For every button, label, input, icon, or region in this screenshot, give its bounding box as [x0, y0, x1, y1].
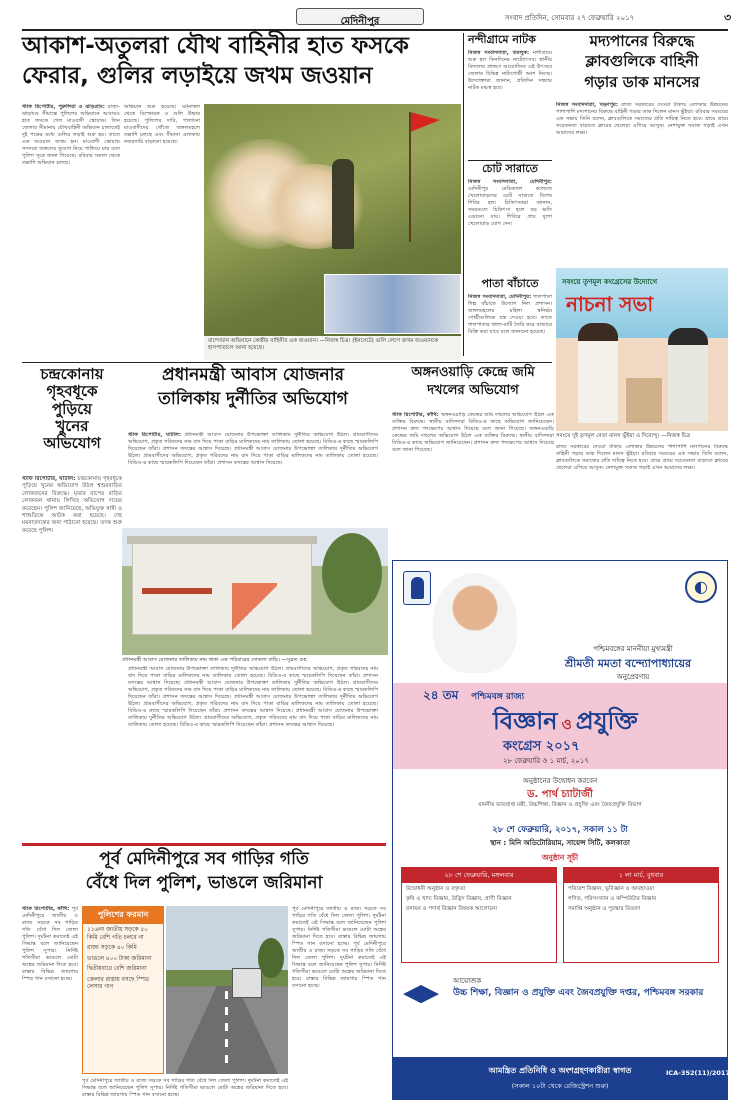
awas-headline	[128, 366, 378, 409]
ad-edition: ২৪ তম	[423, 688, 459, 702]
anganwadi-text	[392, 412, 554, 554]
awas-headline-2: তালিকায় দুর্নীতির অভিযোগ	[158, 388, 348, 409]
ad-footer	[393, 1057, 727, 1099]
anganwadi-headline-2: দখলের অভিযোগ	[427, 382, 519, 398]
police-box-item-1: ১১৬নং জাতীয় সড়কে ৫০ কিমি বেশি গতি চলবে না	[87, 927, 148, 941]
anganwadi-headline	[392, 366, 554, 399]
house-balcony	[142, 588, 212, 594]
police-dateline: স্টাফ রিপোর্টার, কাঁথি:	[22, 906, 70, 912]
chandrakona-headline-1: চন্দ্রকোনায়	[40, 365, 104, 383]
ad-venue-label: স্থান :	[490, 839, 507, 847]
police-body-3: পূর্ব মেদিনীপুরে জাতীয় ও রাজ্য সড়কে সব গাড়ির গতি বেঁধে দিল জেলা পুলিশ। দুর্ঘটনা কমাতেই এই সিদ্ধান্ত বলে জানিয়েছেন পুলিশ সুপার। নির্দিষ্ট গতিসীমা ভাঙলে মোটা অঙ্কের জরিমানা দিতে হবে। রাস্তার বিভিন্ন জায়গায় স্পিড গান বসানো হচ্ছে।	[292, 941, 386, 989]
ad-day1-item-3: রসায়ন ও পদার্থ বিজ্ঞান বিষয়ক আলোচনা	[406, 906, 498, 912]
lead-headline	[22, 33, 460, 90]
lead-body-2: অভিযান শুরু হয়েছে। ঘটনাস্থল থেকে বিস্ফোরক ও গুলি উদ্ধার হয়েছে। পুলিশের দাবি, পালানো মাওবাদীদের খোঁজে জঙ্গলমহলে তল্লাশি চলছে এবং সীমানা এলাকায় নজরদারি বাড়ানো হয়েছে।	[124, 104, 200, 145]
nandigram-headline: নন্দীগ্রামে নাটক	[468, 33, 536, 46]
awas-photo	[122, 528, 388, 655]
section-name: মেদিনীপুর	[340, 16, 380, 27]
awas-body-repeat: প্রধানমন্ত্রী আবাস যোজনার উপভোক্তা তালিকায় দুর্নীতির অভিযোগ উঠল। গ্রামবাসীদের অভিযোগ, প্রকৃত গরিবদের নাম বাদ দিয়ে পাকা বাড়ির মালিকদের নাম তালিকায় তোলা হয়েছে। বিডিও-র কাছে স্মারকলিপি দিয়েছেন তাঁরা। প্রশাসন তদন্তের আশ্বাস দিয়েছে।	[128, 446, 378, 466]
alcohol-text	[556, 102, 728, 262]
logo-glyph-icon: ◐	[694, 577, 708, 596]
chhot-dateline: নিজস্ব সংবাদদাতা, মেদিনীপুর:	[468, 178, 552, 185]
podium	[626, 378, 662, 423]
awas-text-2	[128, 666, 378, 838]
police-box-item-2: রাজ্য সড়কে ৪০ কিমি	[87, 945, 137, 951]
alcohol-photo-caption: সবংয়ে দুই তৃণমূল নেতা মানস ভুঁইয়া ও দিব্যেন্দু। —নিজস্ব চিত্র	[556, 433, 691, 439]
nandigram-body: নন্দীগ্রামে শুরু হল তিনদিনের নাট্যোৎসব। স্থানীয় বিদ্যালয় প্রাঙ্গণে আয়োজিত এই উৎসবে জেলার বিভিন্ন নাট্যগোষ্ঠী অংশ নিচ্ছে। উদ্যোক্তারা জানান, প্রতিদিন সন্ধ্যায় নাটক মঞ্চস্থ হবে।	[468, 49, 552, 91]
banner-big-text: নাচনা সভা	[566, 292, 654, 316]
chhot-headline: চোট সারাতে	[482, 162, 538, 175]
police-order-box	[82, 906, 164, 1074]
soldier-figure	[332, 159, 354, 249]
chhot-story	[468, 163, 552, 289]
section-tab	[296, 8, 424, 25]
anganwadi-body-2: অঙ্গনওয়াড়ি কেন্দ্রের জমি দখলের অভিযোগ উঠল এক ব্যক্তির বিরুদ্ধে। স্থানীয় বাসিন্দারা বিডিও-র কাছে অভিযোগ জানিয়েছেন। প্রশাসন দ্রুত পদক্ষেপের আশ্বাস দিয়েছে বলে জানা গিয়েছে।	[392, 426, 554, 453]
nandigram-rule	[468, 160, 552, 161]
house-roof	[127, 536, 317, 544]
chandrakona-text	[22, 476, 122, 836]
nandigram-story	[468, 34, 552, 160]
ad-day1-item-2: কৃষি ও খাদ্য বিজ্ঞান, উদ্ভিদ বিজ্ঞান, প্রাণী বিজ্ঞান	[406, 896, 512, 902]
police-box-title: পুলিশের ফরমান	[83, 907, 163, 924]
chhot-text	[468, 179, 552, 289]
ad-day1	[401, 867, 557, 963]
chandrakona-headline	[22, 366, 122, 452]
ad-datetime: ২৮ শে ফেব্রুয়ারি, ২০১৭, সকাল ১১ টা	[492, 825, 628, 835]
police-box-item-3: ভাঙলে ৪০০ টাকা জরিমানা	[87, 955, 152, 962]
masthead-rule	[22, 29, 728, 31]
alcohol-photo	[556, 268, 728, 431]
ad-day1-item-1: উদ্বোধনী অনুষ্ঠান ও বক্তৃতা	[406, 886, 466, 892]
ad-logo	[685, 571, 717, 603]
lead-headline-line-1: আকাশ-অতুলরা যৌথ বাহিনীর হাত ফসকে	[22, 33, 409, 59]
second-figure	[668, 328, 708, 423]
police-headline-1: পূর্ব মেদিনীপুরে সব গাড়ির গতি	[99, 849, 309, 869]
ad-title-2: প্রযুক্তি	[575, 707, 638, 735]
police-text-col-3	[82, 1078, 288, 1108]
ad-presenter: পশ্চিমবঙ্গের মাননীয়া মুখ্যমন্ত্রী	[593, 645, 673, 653]
chandrakona-headline-2: গৃহবধূকে	[46, 382, 98, 401]
pata-body: শালপাতা শিল্প বাঁচাতে উদ্যোগ নিল প্রশাসন। জঙ্গলমহলের মহিলা স্বনির্ভর গোষ্ঠীগুলিকে যন্ত্র দেওয়া হবে। তাতে শালপাতার থালা-বাটি তৈরি করে বাজারে বিক্রি করা যাবে বলে জানানো হয়েছে।	[468, 293, 552, 335]
ad-name: শ্রীমতী মমতা বন্দ্যোপাধ্যায়ের	[564, 657, 692, 670]
ad-organizer-label: আয়োজক	[453, 977, 482, 985]
lead-body-col-1	[22, 104, 120, 344]
page-number: ৩	[724, 11, 732, 24]
awas-headline-1: প্রধানমন্ত্রী আবাস যোজনার	[162, 365, 344, 385]
police-headline-2: বেঁধে দিল পুলিশ, ভাঙলে জরিমানা	[85, 872, 323, 893]
lead-photo-caption-bar	[204, 336, 461, 360]
speaker-figure	[578, 323, 618, 423]
lead-bottom-rule	[22, 362, 552, 363]
ad-title-panel	[393, 683, 727, 769]
police-top-rule	[22, 843, 386, 846]
chandrakona-body: চন্দ্রকোনায় গৃহবধূকে পুড়িয়ে খুনের অভিযোগ উঠল শ্বশুরবাড়ির লোকজনের বিরুদ্ধে। মৃতার বাপের বাড়ির লোকজন থানায় লিখিত অভিযোগ দায়ের করেছেন। পুলিশ জানিয়েছে, অভিযুক্ত স্বামী ও শাশুড়িকে আটক করা হয়েছে। দেহ ময়নাতদন্তের জন্য পাঠানো হয়েছে। তদন্ত শুরু করেছে পুলিশ।	[22, 476, 122, 534]
ad-program-label: অনুষ্ঠান সূচী	[541, 853, 579, 862]
science-congress-ad	[392, 560, 728, 1100]
chandrakona-headline-3: পুড়িয়ে	[51, 399, 93, 418]
awas-body-2: প্রধানমন্ত্রী আবাস যোজনার উপভোক্তা তালিকায় দুর্নীতির অভিযোগ উঠল। গ্রামবাসীদের অভিযোগ, প্রকৃত গরিবদের নাম বাদ দিয়ে পাকা বাড়ির মালিকদের নাম তালিকায় তোলা হয়েছে। বিডিও-র কাছে স্মারকলিপি দিয়েছেন তাঁরা। প্রশাসন তদন্তের আশ্বাস দিয়েছে।	[128, 666, 378, 686]
house-stairs	[232, 583, 277, 633]
awas-text	[128, 432, 378, 524]
ad-day1-head: ২৮ শে ফেব্রুয়ারি, মঙ্গলবার	[402, 868, 556, 883]
pata-story	[468, 278, 552, 364]
ad-day2-head: ১ লা মার্চ, বুধবার	[564, 868, 718, 883]
highway-photo	[166, 906, 288, 1074]
alcohol-headline-3: গড়ার ডাক মানসের	[584, 72, 700, 91]
flag-pole	[409, 112, 411, 242]
lead-headline-line-2: ফেরার, গুলির লড়াইয়ে জখম জওয়ান	[22, 63, 373, 90]
page-date: সংবাদ প্রতিদিন, সোমবার ২৭ ফেব্রুয়ারি ২০১৭	[505, 14, 635, 22]
chandrakona-dateline: স্টাফ রিপোর্টার, ঘাটাল:	[22, 476, 76, 482]
ad-footer-text: আমন্ত্রিত প্রতিনিধি ও অংশগ্রহণকারীরা স্বাগত	[488, 1066, 632, 1075]
banner-top-text: সবংয়ে তৃণমূল কংগ্রেসের উদ্যোগে	[562, 278, 658, 286]
ad-emblem	[403, 571, 431, 605]
awas-body-4: প্রধানমন্ত্রী আবাস যোজনার উপভোক্তা তালিকায় দুর্নীতির অভিযোগ উঠল। গ্রামবাসীদের অভিযোগ, প্রকৃত গরিবদের নাম বাদ দিয়ে পাকা বাড়ির মালিকদের নাম তালিকায় তোলা হয়েছে। বিডিও-র কাছে স্মারকলিপি দিয়েছেন তাঁরা। প্রশাসন তদন্তের আশ্বাস দিয়েছে।	[128, 694, 378, 714]
pata-dateline: নিজস্ব সংবাদদাতা, মেদিনীপুর:	[468, 293, 532, 300]
red-flag	[410, 112, 440, 132]
ad-venue: মিনি অডিটোরিয়াম, সায়েন্স সিটি, কলকাতা	[509, 839, 630, 847]
ad-congress: কংগ্রেস ২০১৭	[503, 739, 580, 754]
police-box-item-4: দ্বিতীয়বারে বেশি জরিমানা	[87, 966, 147, 972]
awas-body-3: প্রধানমন্ত্রী আবাস যোজনার উপভোক্তা তালিকায় দুর্নীতির অভিযোগ উঠল। গ্রামবাসীদের অভিযোগ, প্রকৃত গরিবদের নাম বাদ দিয়ে পাকা বাড়ির মালিকদের নাম তালিকায় তোলা হয়েছে। বিডিও-র কাছে স্মারকলিপি দিয়েছেন তাঁরা। প্রশাসন তদন্তের আশ্বাস দিয়েছে।	[128, 680, 378, 700]
ad-title-amp: ও	[561, 717, 572, 733]
alcohol-headline-box	[556, 33, 728, 91]
ad-inaugurator-label: অনুষ্ঠানের উদ্বোধন করবেন	[522, 777, 598, 785]
chandrakona-headline-5: অভিযোগ	[43, 434, 101, 452]
ad-inaugurator-role: মাননীয় ভারপ্রাপ্ত মন্ত্রী, উচ্চশিক্ষা, বিজ্ঞান ও প্রযুক্তি এবং জৈবপ্রযুক্তি বিভাগ	[478, 802, 642, 808]
roadside-tree	[258, 938, 284, 978]
ad-footer-sub: (সকাল ১০টা থেকে রেজিস্ট্রেশন শুরু)	[511, 1082, 609, 1090]
police-body-2: পূর্ব মেদিনীপুরে জাতীয় ও রাজ্য সড়কে সব গাড়ির গতি বেঁধে দিল জেলা পুলিশ। দুর্ঘটনা কমাতেই এই সিদ্ধান্ত বলে জানিয়েছেন পুলিশ সুপার। নির্দিষ্ট গতিসীমা ভাঙলে মোটা অঙ্কের জরিমানা দিতে হবে। রাস্তার বিভিন্ন জায়গায় স্পিড গান বসানো হচ্ছে।	[292, 906, 386, 947]
alcohol-headline-2: ক্লাবগুলিকে বাহিনী	[585, 52, 699, 71]
alcohol-text-2	[556, 444, 728, 554]
ad-day2	[563, 867, 719, 963]
road-marking	[225, 991, 228, 1071]
emblem-icon	[411, 577, 424, 599]
police-headline	[22, 850, 386, 893]
tree	[322, 533, 382, 613]
chandrakona-headline-4: খুনের	[55, 416, 89, 435]
lead-photo-caption: বান্দোয়ান অভিযানে কেন্দ্রীয় বাহিনীর এক জওয়ান। —নিজস্ব চিত্র। (ইনসেটে) গুলি লেগে জখম জওয়ানকে হাসপাতালে আনা হয়েছে।	[208, 338, 439, 351]
ad-dates: ২৮ ফেব্রুয়ারি ও ১ মার্চ, ২০১৭	[503, 757, 589, 765]
lead-dateline: স্টাফ রিপোর্টার, পুরুলিয়া ও ঝাড়গ্রাম:	[22, 104, 105, 110]
lead-inset-photo	[324, 274, 461, 334]
ad-venue-row	[453, 837, 667, 849]
anganwadi-dateline: স্টাফ রিপোর্টার, কাঁথি:	[392, 412, 439, 418]
alcohol-body: রাজ্য সরকারের দেওয়া টাকায় এলাকার উন্নয়নের পাশাপাশি মদ্যপানের বিরুদ্ধে বাহিনী গড়ার ডাক দিলেন মানস ভুঁইয়া। রবিবার সবংয়ের এক সভায় তিনি বলেন, ক্লাবগুলিকে সমাজের প্রতি দায়িত্ব নিতে হবে। গ্রামে গ্রামে সচেতনতা বাড়াতে ক্লাবের ছেলেরা এগিয়ে আসুক। নেশামুক্ত সমাজ গড়াই এখন আমাদের লক্ষ্য।	[556, 102, 728, 136]
police-text-col-1	[22, 906, 78, 1106]
cm-portrait	[433, 573, 517, 673]
chhot-body: মেদিনীপুর মেডিক্যাল কলেজে খেলোয়াড়দের চোট সারাতে বিশেষ শিবির হল। চিকিৎসকরা জানান, সময়মতো চিকিৎসা হলে বড় ক্ষতি এড়ানো যায়। শিবিরে প্রায় দুশো খেলোয়াড় যোগ দেন।	[468, 185, 552, 227]
police-body-4: পূর্ব মেদিনীপুরে জাতীয় ও রাজ্য সড়কে সব গাড়ির গতি বেঁধে দিল জেলা পুলিশ। দুর্ঘটনা কমাতেই এই সিদ্ধান্ত বলে জানিয়েছেন পুলিশ সুপার। নির্দিষ্ট গতিসীমা ভাঙলে মোটা অঙ্কের জরিমানা দিতে হবে। রাস্তার বিভিন্ন জায়গায় স্পিড গান বসানো হচ্ছে।	[82, 1078, 288, 1098]
ad-code: ICA-352(11)/2017	[666, 1069, 730, 1077]
lead-body: রাজ্য-ঝাড়খণ্ড সীমান্তে পুলিশের অভিযানে আবারও হাত ফসকে গেল মাওবাদী স্কোয়াড। তিন জেলার সীমানায় যৌথবাহিনী অভিযান চালাতেই দুই পক্ষের মধ্যে গুলির লড়াই শুরু হয়। তাতে এক জওয়ান জখম হন। মাওবাদী স্কোয়াড সদস্যরা জঙ্গলের সুযোগ নিয়ে পালিয়ে যায় বলে পুলিশ সূত্রে জানা গিয়েছে। রবিবার সকাল থেকে তল্লাশি অভিযান চলছে।	[22, 104, 120, 166]
truck	[232, 968, 262, 998]
police-body: পূর্ব মেদিনীপুরে জাতীয় ও রাজ্য সড়কে সব গাড়ির গতি বেঁধে দিল জেলা পুলিশ। দুর্ঘটনা কমাতেই এই সিদ্ধান্ত বলে জানিয়েছেন পুলিশ সুপার। নির্দিষ্ট গতিসীমা ভাঙলে মোটা অঙ্কের জরিমানা দিতে হবে। রাস্তার বিভিন্ন জায়গায় স্পিড গান বসানো হচ্ছে।	[22, 906, 78, 982]
police-text-col-2	[292, 906, 386, 1106]
pata-text	[468, 294, 552, 364]
graduation-cap-icon	[403, 985, 439, 1011]
lead-body-col-2	[124, 104, 200, 344]
pata-headline: পাতা বাঁচাতে	[481, 277, 539, 290]
anganwadi-headline-1: অঙ্গনওয়াড়ি কেন্দ্রে জমি	[411, 365, 535, 380]
ad-title-1: বিজ্ঞান	[493, 707, 558, 735]
awas-body: প্রধানমন্ত্রী আবাস যোজনার উপভোক্তা তালিকায় দুর্নীতির অভিযোগ উঠল। গ্রামবাসীদের অভিযোগ, প্রকৃত গরিবদের নাম বাদ দিয়ে পাকা বাড়ির মালিকদের নাম তালিকায় তোলা হয়েছে। বিডিও-র কাছে স্মারকলিপি দিয়েছেন তাঁরা। প্রশাসন তদন্তের আশ্বাস দিয়েছে।	[128, 432, 378, 452]
police-box-item-5: জেলার রাস্তায় বসছে স্পিড লেসার গান	[87, 976, 149, 990]
alcohol-body-2: রাজ্য সরকারের দেওয়া টাকায় এলাকার উন্নয়নের পাশাপাশি মদ্যপানের বিরুদ্ধে বাহিনী গড়ার ডাক দিলেন মানস ভুঁইয়া। রবিবার সবংয়ের এক সভায় তিনি বলেন, ক্লাবগুলিকে সমাজের প্রতি দায়িত্ব নিতে হবে। গ্রামে গ্রামে সচেতনতা বাড়াতে ক্লাবের ছেলেরা এগিয়ে আসুক। নেশামুক্ত সমাজ গড়াই এখন আমাদের লক্ষ্য।	[556, 444, 728, 471]
column-divider	[463, 33, 464, 356]
masthead	[0, 0, 750, 30]
ad-organizer: উচ্চ শিক্ষা, বিজ্ঞান ও প্রযুক্তি এবং জৈবপ্রযুক্তি দপ্তর, পশ্চিমবঙ্গ সরকার	[453, 988, 704, 998]
nandigram-text	[468, 50, 552, 160]
ad-day2-item-2: গণিত, পরিসংখ্যান ও কম্পিউটার বিজ্ঞান	[568, 896, 657, 902]
awas-body-5: প্রধানমন্ত্রী আবাস যোজনার উপভোক্তা তালিকায় দুর্নীতির অভিযোগ উঠল। গ্রামবাসীদের অভিযোগ, প্রকৃত গরিবদের নাম বাদ দিয়ে পাকা বাড়ির মালিকদের নাম তালিকায় তোলা হয়েছে। বিডিও-র কাছে স্মারকলিপি দিয়েছেন তাঁরা। প্রশাসন তদন্তের আশ্বাস দিয়েছে।	[128, 708, 378, 728]
awas-dateline: স্টাফ রিপোর্টার, ঘাটাল:	[128, 432, 181, 438]
ad-state: পশ্চিমবঙ্গ রাজ্য	[471, 692, 525, 702]
awas-photo-caption: প্রধানমন্ত্রী আবাস যোজনার তালিকায় নাম থাকা এক পরিবারের দোতলা বাড়ি। —সুব্রত গুহ	[122, 657, 307, 663]
ad-inaugurator: ড. পার্থ চ্যাটার্জী	[527, 789, 593, 800]
nandigram-dateline: নিজস্ব সংবাদদাতা, তমলুক:	[468, 49, 530, 56]
lead-photo	[204, 104, 461, 360]
alcohol-headline-1: মদ্যপানের বিরুদ্ধে	[589, 32, 695, 50]
anganwadi-body: অঙ্গনওয়াড়ি কেন্দ্রের জমি দখলের অভিযোগ উঠল এক ব্যক্তির বিরুদ্ধে। স্থানীয় বাসিন্দারা বিডিও-র কাছে অভিযোগ জানিয়েছেন। প্রশাসন দ্রুত পদক্ষেপের আশ্বাস দিয়েছে বলে জানা গিয়েছে।	[392, 412, 554, 432]
alcohol-dateline: নিজস্ব সংবাদদাতা, খড়্গপুর:	[556, 102, 618, 108]
ad-inspiration: অনুপ্রেরণায়	[616, 673, 650, 681]
ad-day2-item-3: সমাপ্তি অনুষ্ঠান ও পুরস্কার বিতরণ	[568, 906, 641, 912]
ad-day2-item-1: পরিবেশ বিজ্ঞান, ভূবিজ্ঞান ও আবহাওয়া	[568, 886, 655, 892]
